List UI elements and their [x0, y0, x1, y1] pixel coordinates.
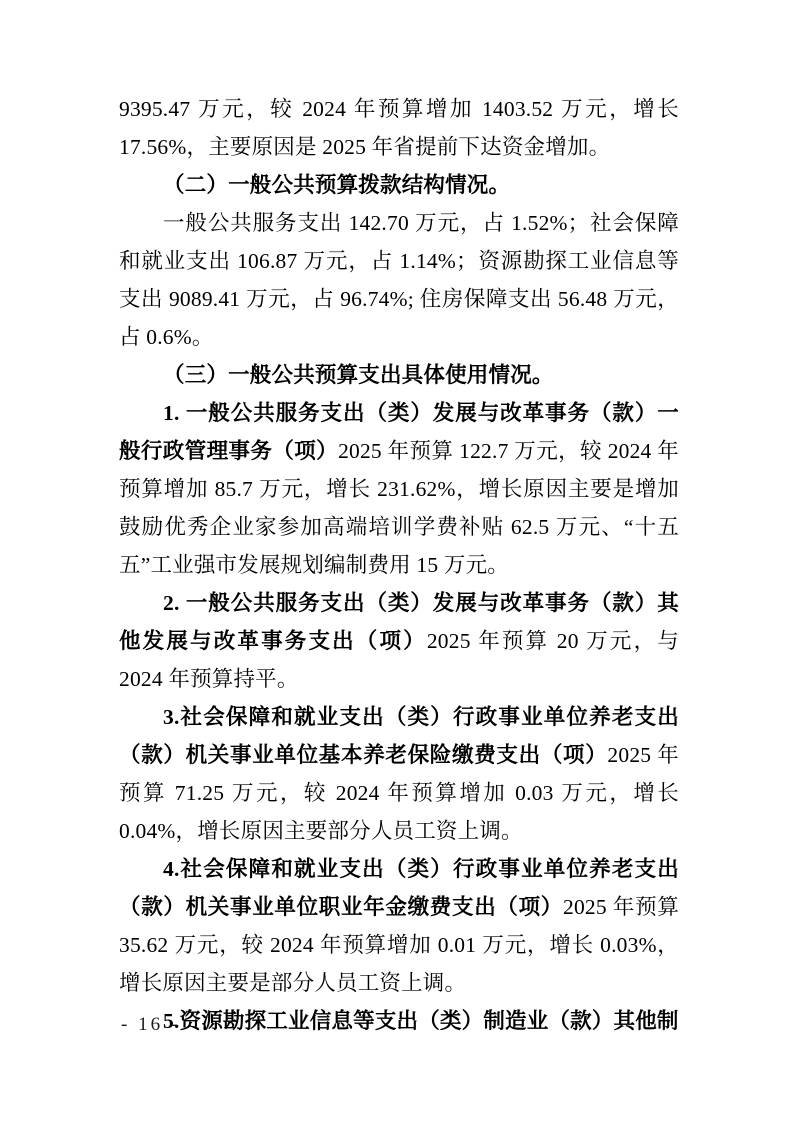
- section-heading-2: （二）一般公共预算拨款结构情况。: [163, 173, 511, 197]
- numbered-item-5-title: 5.资源勘探工业信息等支出（类）制造业（款）其他制: [163, 1009, 679, 1033]
- numbered-item-2-text: 2025 年预算 20 万元，与 2024 年预算持平。: [119, 629, 679, 691]
- section-heading-3: （三）一般公共预算支出具体使用情况。: [163, 363, 554, 387]
- numbered-item-2: [119, 584, 679, 698]
- numbered-item-5: [119, 1002, 679, 1040]
- numbered-item-3-title: 3.社会保障和就业支出（类）行政事业单位养老支出（款）机关事业单位基本养老保险缴费支出（项）: [119, 705, 679, 767]
- paragraph-budget-total: 9395.47 万元，较 2024 年预算增加 1403.52 万元，增长 17.56%，主要原因是 2025 年省提前下达资金增加。: [119, 97, 679, 159]
- numbered-item-4: [119, 850, 679, 1002]
- numbered-item-2-title: 2. 一般公共服务支出（类）发展与改革事务（款）其他发展与改革事务支出（项）: [119, 591, 679, 653]
- numbered-item-4-title: 4.社会保障和就业支出（类）行政事业单位养老支出（款）机关事业单位职业年金缴费支出（项）: [119, 857, 679, 919]
- numbered-item-1: [119, 394, 679, 584]
- numbered-item-3: [119, 698, 679, 850]
- numbered-item-3-text: 2025 年预算 71.25 万元，较 2024 年预算增加 0.03 万元，增长 0.04%，增长原因主要部分人员工资上调。: [119, 743, 679, 843]
- page-content: [119, 90, 679, 1040]
- page-number: - 16 -: [121, 1014, 181, 1035]
- numbered-item-1-title: 1. 一般公共服务支出（类）发展与改革事务（款）一般行政管理事务（项）: [119, 401, 679, 463]
- numbered-item-1-text: 2025 年预算 122.7 万元，较 2024 年预算增加 85.7 万元，增长 231.62%，增长原因主要是增加鼓励优秀企业家参加高端培训学费补贴 62.5 万元、“十五五”工业强市发展规划编制费用 15 万元。: [119, 439, 679, 577]
- numbered-item-4-text: 2025 年预算 35.62 万元，较 2024 年预算增加 0.01 万元，增长 0.03%，增长原因主要是部分人员工资上调。: [119, 895, 679, 995]
- paragraph-allocation-structure: 一般公共服务支出 142.70 万元，占 1.52%；社会保障和就业支出 106.87 万元，占 1.14%；资源勘探工业信息等支出 9089.41 万元，占 96.74%; 住房保障支出 56.48 万元，占 0.6%。: [119, 211, 679, 349]
